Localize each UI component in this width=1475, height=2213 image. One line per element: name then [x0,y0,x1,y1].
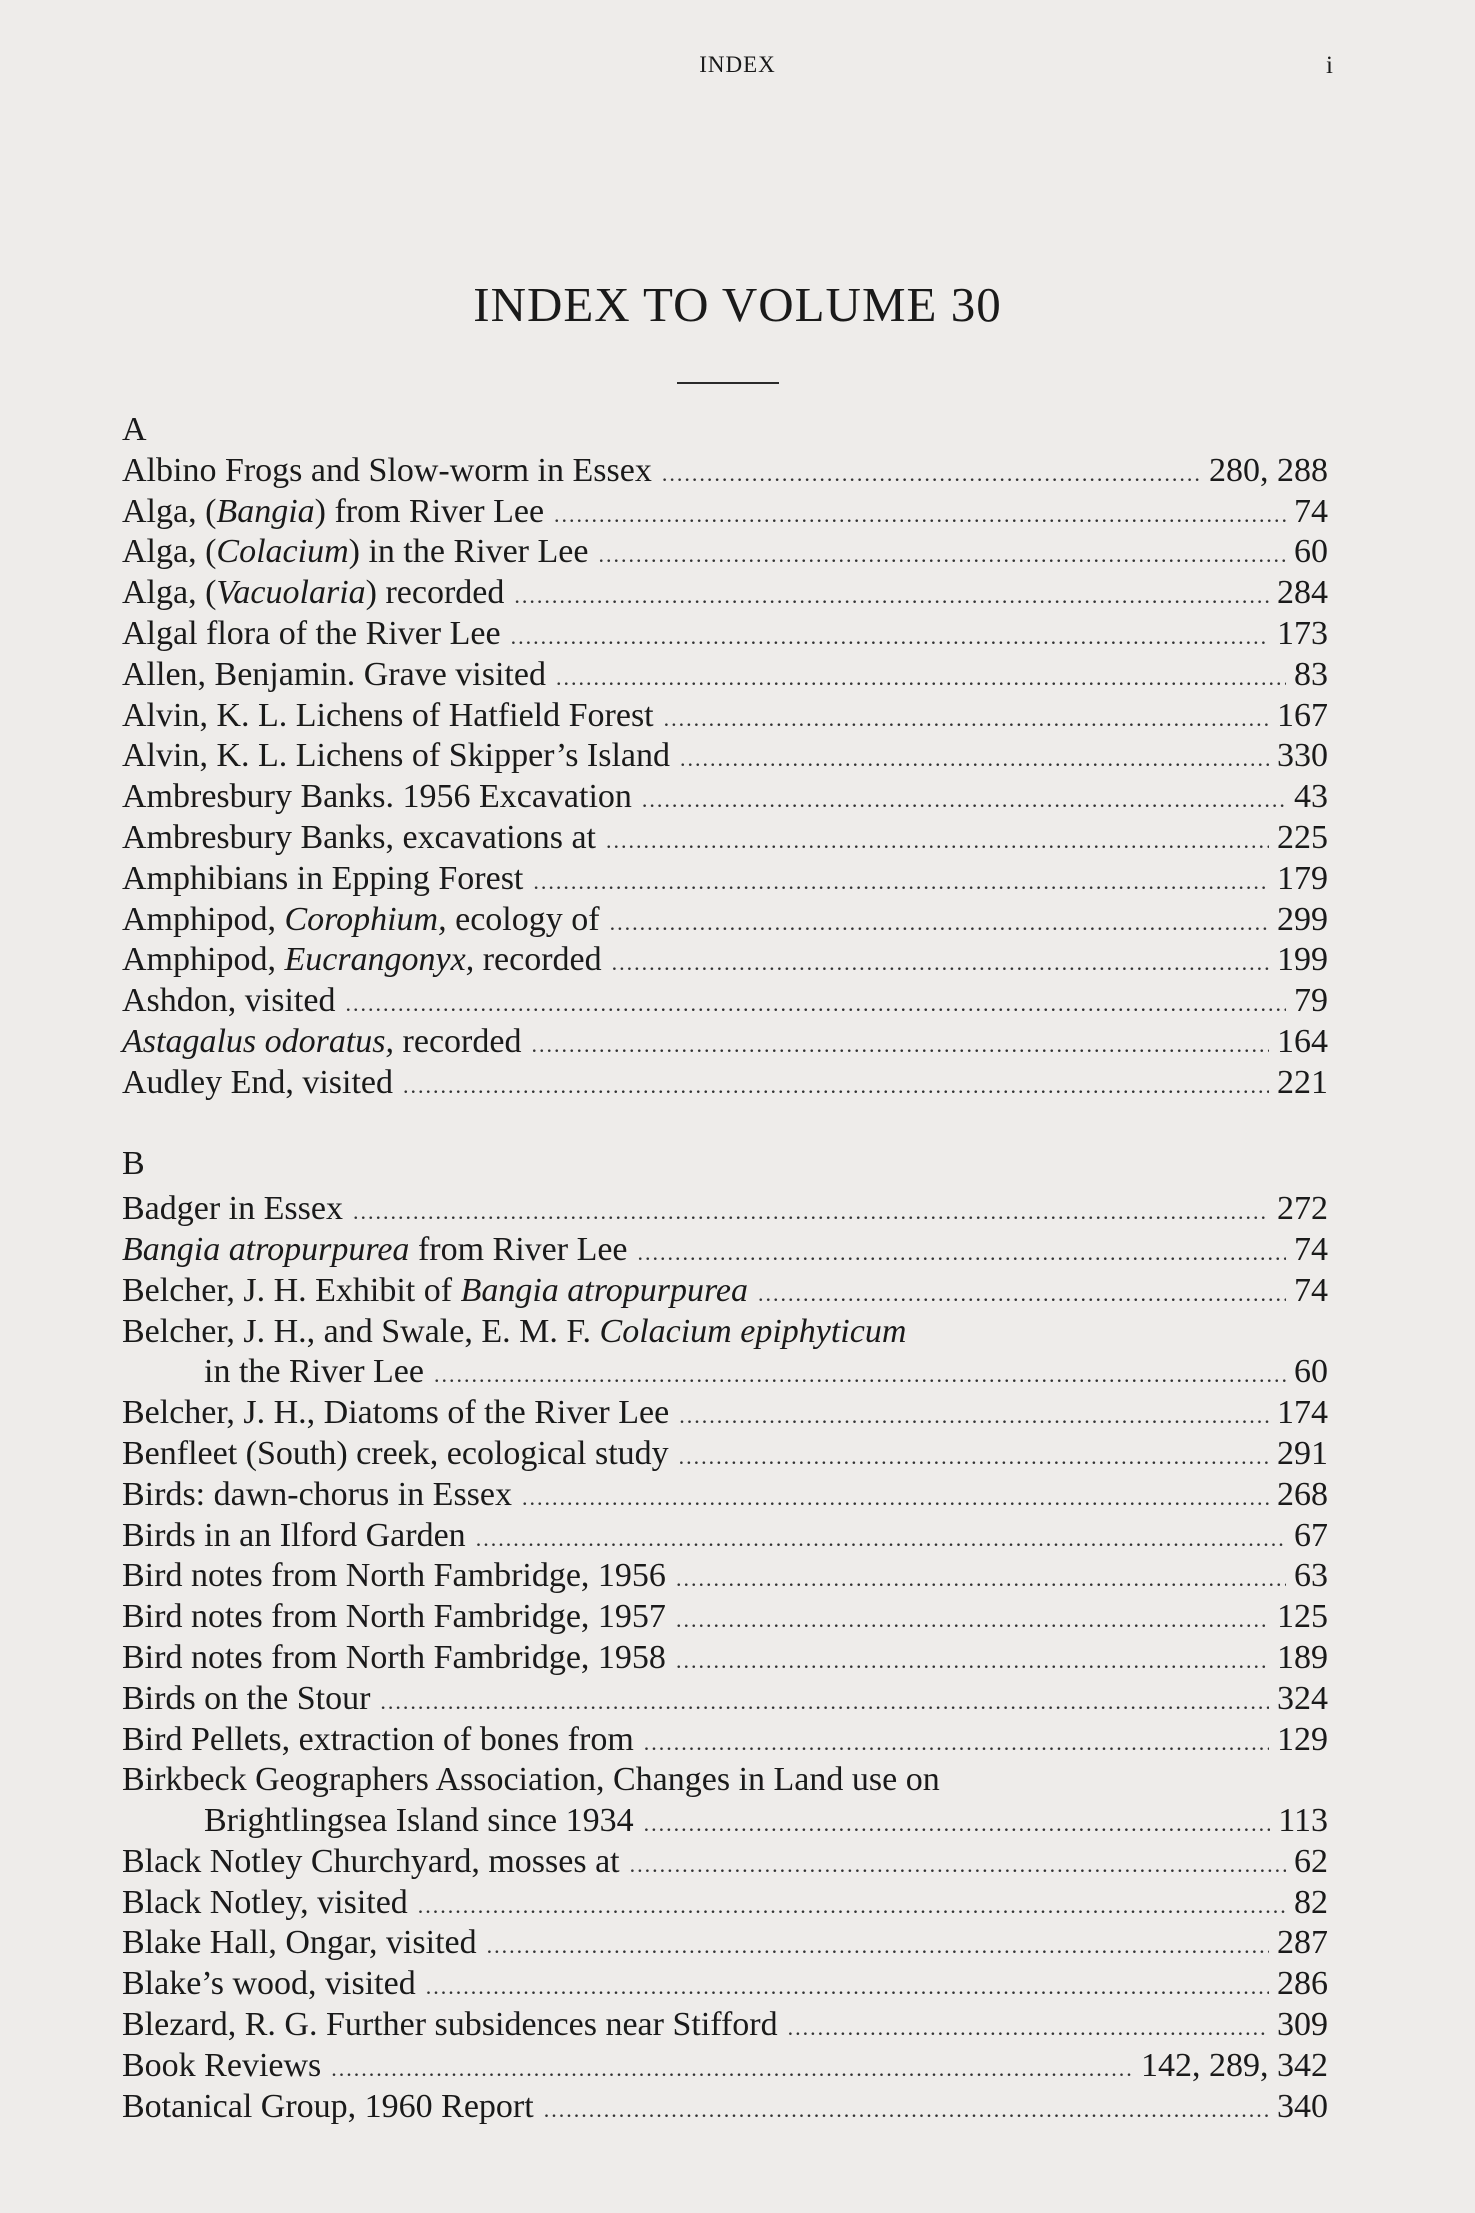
index-entry [122,696,1328,737]
entry-pages: 189 [1277,1638,1328,1676]
entry-pages: 129 [1277,1720,1328,1758]
entry-pages: 299 [1277,900,1328,938]
leader-dots [642,780,1286,821]
section-letter-b: B [122,1145,145,1183]
entry-pages: 221 [1277,1063,1328,1101]
entry-pages: 83 [1294,655,1328,693]
entry-term: in the River Lee [204,1353,424,1391]
leader-dots [644,1723,1269,1764]
leader-dots [380,1682,1269,1723]
entry-pages: 74 [1294,1271,1328,1309]
entry-term: Ambresbury Banks. 1956 Excavation [122,778,632,816]
entry-pages: 113 [1278,1802,1328,1840]
section-letter-a: A [122,411,147,448]
index-entry [122,532,1328,573]
entry-pages: 43 [1294,778,1328,816]
index-entry [122,451,1328,492]
entry-pages: 164 [1277,1022,1328,1060]
entry-term: Birds: dawn-chorus in Essex [122,1475,513,1513]
index-entry [122,1679,1328,1720]
entry-pages: 179 [1277,859,1328,897]
index-title: INDEX TO VOLUME 30 [473,277,1002,332]
leader-dots [612,943,1269,984]
index-entry [122,1842,1328,1883]
page-header [0,52,1475,92]
leader-dots [662,454,1201,495]
leader-dots [544,2090,1269,2131]
entry-term: Amphipod, Eucrangonyx, recorded [122,941,602,979]
entry-pages: 142, 289, 342 [1141,2046,1328,2084]
entry-pages: 280, 288 [1209,451,1328,489]
entry-term: Amphipod, Corophium, ecology of [122,900,600,938]
entry-term: Ambresbury Banks, excavations at [122,818,596,856]
entry-pages: 225 [1277,818,1328,856]
leader-dots [554,495,1286,536]
entry-pages: 284 [1277,574,1328,612]
leader-dots [676,1559,1286,1600]
leader-dots [403,1066,1269,1107]
index-entry-line1: Birkbeck Geographers Association, Changes in Land use on [122,1761,940,1799]
leader-dots [514,576,1269,617]
index-entry [122,940,1328,981]
index-entry [122,492,1328,533]
entry-term: Blake’s wood, visited [122,1965,416,2003]
entry-term: Allen, Benjamin. Grave visited [122,655,546,693]
index-entry [122,2087,1328,2128]
index-entry [122,1230,1328,1271]
entry-term: Ashdon, visited [122,982,336,1020]
index-entry [122,736,1328,777]
leader-dots [758,1274,1286,1315]
leader-dots [345,984,1286,1025]
index-entry [122,1189,1328,1230]
entry-pages: 74 [1294,1230,1328,1268]
leader-dots [598,535,1286,576]
entry-term: Bird notes from North Fambridge, 1956 [122,1557,666,1595]
index-entry [122,1556,1328,1597]
running-head: INDEX [699,52,776,77]
leader-dots [630,1845,1286,1886]
entry-pages: 74 [1294,492,1328,530]
leader-dots [418,1886,1286,1927]
entry-term: Alvin, K. L. Lichens of Skipper’s Island [122,737,671,775]
entry-pages: 286 [1277,1965,1328,2003]
page-number: i [1326,52,1333,79]
index-entry [122,1475,1328,1516]
entry-pages: 309 [1277,2006,1328,2044]
entry-pages: 167 [1277,696,1328,734]
entry-term: Audley End, visited [122,1063,394,1101]
index-entry [122,614,1328,655]
index-entry [122,1883,1328,1924]
title-rule [677,382,779,384]
entry-term: Blake Hall, Ongar, visited [122,1924,477,1962]
index-entry [122,1638,1328,1679]
entry-pages: 291 [1277,1434,1328,1472]
entry-term: Alvin, K. L. Lichens of Hatfield Forest [122,696,654,734]
index-entry [122,2046,1328,2087]
entry-pages: 63 [1294,1557,1328,1595]
index-entry [122,1720,1328,1761]
entry-pages: 60 [1294,533,1328,571]
entry-term: Amphibians in Epping Forest [122,859,524,897]
index-body [122,410,1328,2127]
entry-pages: 67 [1294,1516,1328,1554]
entry-term: Belcher, J. H. Exhibit of Bangia atropurpurea [122,1271,749,1309]
entry-pages: 82 [1294,1883,1328,1921]
index-entry [122,1597,1328,1638]
entry-term: Albino Frogs and Slow-worm in Essex [122,451,652,489]
index-entry [122,777,1328,818]
index-entry [122,655,1328,696]
index-entry [122,1801,1328,1842]
entry-term: Birds on the Stour [122,1679,371,1717]
entry-term: Birds in an Ilford Garden [122,1516,466,1554]
leader-dots [788,2008,1269,2049]
index-entry [122,818,1328,859]
entry-term: Alga, (Vacuolaria) recorded [122,574,505,612]
index-entry-line1: Belcher, J. H., and Swale, E. M. F. Colacium epiphyticum [122,1312,907,1350]
index-entry [122,1516,1328,1557]
index-entry [122,1434,1328,1475]
entry-pages: 272 [1277,1190,1328,1228]
entry-term: Bird notes from North Fambridge, 1957 [122,1598,666,1636]
leader-dots [676,1641,1269,1682]
index-entry [122,900,1328,941]
leader-dots [676,1600,1269,1641]
index-entry [122,2005,1328,2046]
entry-term: Black Notley Churchyard, mosses at [122,1842,620,1880]
leader-dots [331,2049,1133,2090]
leader-dots [644,1804,1271,1845]
entry-term: Bird notes from North Fambridge, 1958 [122,1638,666,1676]
leader-dots [610,903,1269,944]
index-entry [122,1393,1328,1434]
leader-dots [664,699,1269,740]
entry-term: Botanical Group, 1960 Report [122,2087,534,2125]
leader-dots [533,862,1269,903]
entry-term: Alga, (Colacium) in the River Lee [122,533,589,571]
entry-term: Badger in Essex [122,1190,343,1228]
entry-pages: 60 [1294,1353,1328,1391]
index-entry [122,1923,1328,1964]
entry-term: Blezard, R. G. Further subsidences near Stifford [122,2006,778,2044]
index-entry [122,573,1328,614]
entry-pages: 287 [1277,1924,1328,1962]
leader-dots [531,1025,1269,1066]
index-entry [122,981,1328,1022]
entry-pages: 268 [1277,1475,1328,1513]
index-entry [122,1063,1328,1104]
entry-term: Benfleet (South) creek, ecological study [122,1434,669,1472]
entry-pages: 324 [1277,1679,1328,1717]
index-entry [122,1022,1328,1063]
entry-term: Bangia atropurpurea from River Lee [122,1230,628,1268]
entry-pages: 62 [1294,1842,1328,1880]
leader-dots [679,1396,1269,1437]
entry-pages: 125 [1277,1598,1328,1636]
entry-pages: 173 [1277,614,1328,652]
index-entry [122,1964,1328,2005]
entry-pages: 340 [1277,2087,1328,2125]
leader-dots [606,821,1269,862]
entry-term: Bird Pellets, extraction of bones from [122,1720,634,1758]
entry-term: Alga, (Bangia) from River Lee [122,492,545,530]
leader-dots [680,739,1269,780]
entry-pages: 174 [1277,1394,1328,1432]
entry-pages: 330 [1277,737,1328,775]
entry-term: Black Notley, visited [122,1883,408,1921]
entry-term: Brightlingsea Island since 1934 [204,1802,634,1840]
leader-dots [487,1926,1269,1967]
index-entry [122,1271,1328,1312]
leader-dots [522,1478,1269,1519]
leader-dots [511,617,1269,658]
index-entry [122,1352,1328,1393]
leader-dots [556,658,1286,699]
index-entry [122,859,1328,900]
entry-pages: 79 [1294,982,1328,1020]
entry-term: Algal flora of the River Lee [122,614,501,652]
section-gap [122,1104,1328,1145]
leader-dots [353,1192,1269,1233]
entry-pages: 199 [1277,941,1328,979]
entry-term: Book Reviews [122,2046,322,2084]
entry-term: Astagalus odoratus, recorded [122,1022,522,1060]
leader-dots [434,1355,1286,1396]
leader-dots [638,1233,1286,1274]
entry-term: Belcher, J. H., Diatoms of the River Lee [122,1394,670,1432]
leader-dots [476,1519,1286,1560]
leader-dots [679,1437,1269,1478]
leader-dots [426,1967,1269,2008]
